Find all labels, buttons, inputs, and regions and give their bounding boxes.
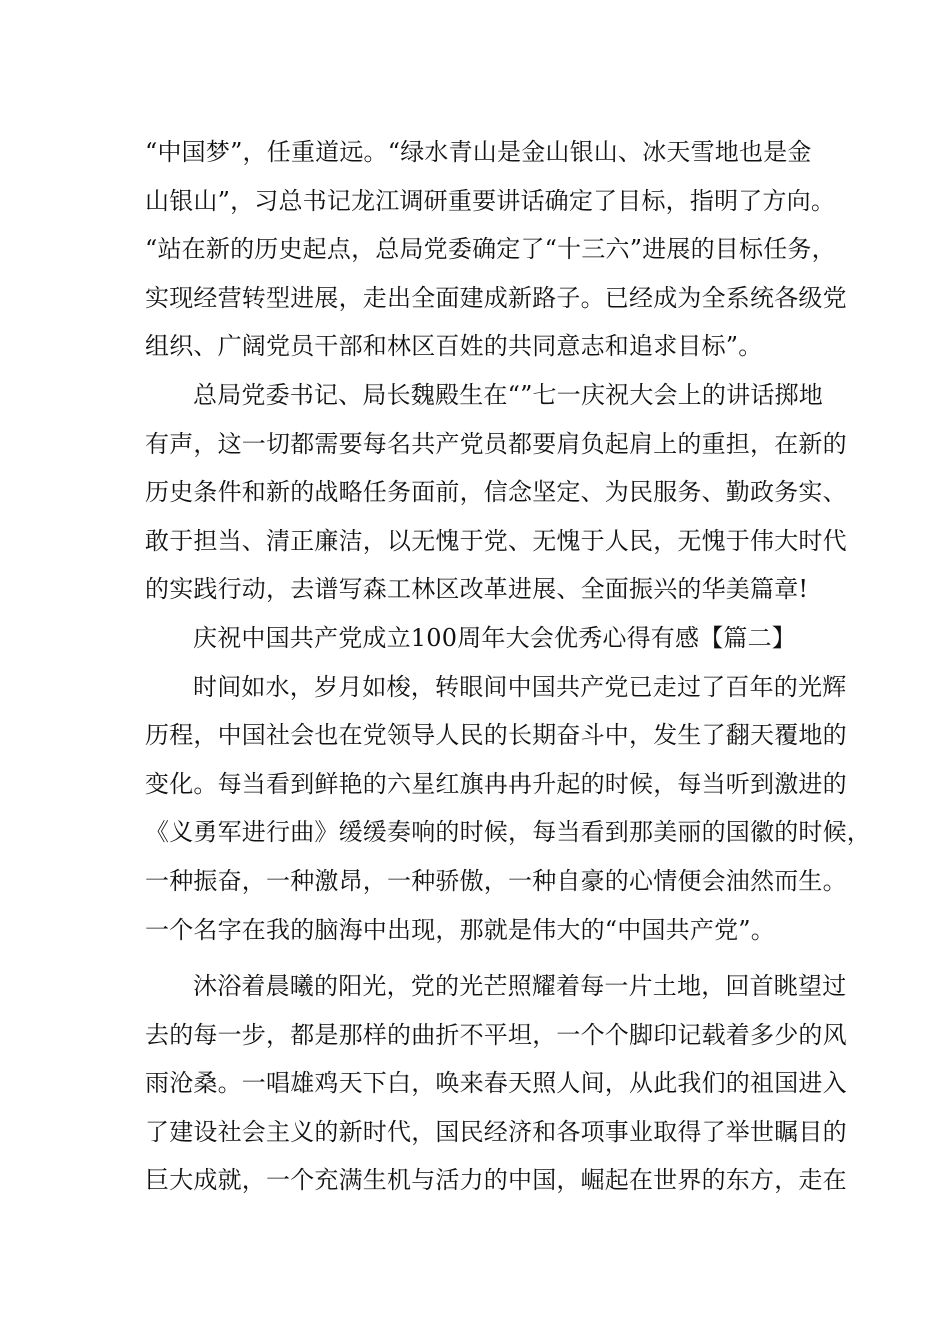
paragraph-line: 去的每一步，都是那样的曲折不平坦，一个个脚印记载着多少的风 bbox=[145, 1020, 847, 1049]
paragraph-line: 巨大成就，一个充满生机与活力的中国，崛起在世界的东方，走在 bbox=[145, 1166, 847, 1195]
document-body bbox=[145, 128, 871, 1205]
paragraph-line: 敢于担当、清正廉洁，以无愧于党、无愧于人民，无愧于伟大时代 bbox=[145, 526, 847, 555]
paragraph-line: 《义勇军进行曲》缓缓奏响的时候，每当看到那美丽的国徽的时候， bbox=[145, 818, 871, 847]
paragraph-line: “中国梦”，任重道远。“绿水青山是金山银山、冰天雪地也是金 bbox=[145, 138, 812, 166]
paragraph-line: 一种振奋，一种激昂，一种骄傲，一种自豪的心情便会油然而生。 bbox=[145, 866, 847, 895]
paragraph-line: 一个名字在我的脑海中出现，那就是伟大的“中国共产党”。 bbox=[145, 915, 775, 944]
paragraph-line: “站在新的历史起点，总局党委确定了“十三六”进展的目标任务， bbox=[145, 235, 836, 264]
paragraph-line: 组织、广阔党员干部和林区百姓的共同意志和追求目标”。 bbox=[145, 332, 763, 361]
paragraph-line: 山银山”，习总书记龙江调研重要讲话确定了目标，指明了方向。 bbox=[145, 186, 836, 215]
paragraph-line: 沐浴着晨曦的阳光，党的光芒照耀着每一片土地，回首眺望过 bbox=[193, 972, 847, 1001]
paragraph-line: 总局党委书记、局长魏殿生在“”七一庆祝大会上的讲话掷地 bbox=[193, 380, 823, 409]
paragraph-line: 历史条件和新的战略任务面前，信念坚定、为民服务、勤政务实、 bbox=[145, 478, 847, 507]
paragraph-line: 实现经营转型进展，走出全面建成新路子。已经成为全系统各级党 bbox=[145, 283, 847, 312]
paragraph-line: 有声，这一切都需要每名共产党员都要肩负起肩上的重担，在新的 bbox=[145, 429, 847, 458]
paragraph-line: 的实践行动，去谱写森工林区改革进展、全面振兴的华美篇章! bbox=[145, 575, 809, 604]
paragraph-line: 历程，中国社会也在党领导人民的长期奋斗中，发生了翻天覆地的 bbox=[145, 721, 847, 750]
paragraph-line: 了建设社会主义的新时代，国民经济和各项事业取得了举世瞩目的 bbox=[145, 1117, 847, 1146]
paragraph-line: 时间如水，岁月如梭，转眼间中国共产党已走过了百年的光辉 bbox=[193, 672, 847, 701]
section-heading: 庆祝中国共产党成立100周年大会优秀心得有感【篇二】 bbox=[193, 623, 797, 652]
paragraph-line: 变化。每当看到鲜艳的六星红旗冉冉升起的时候，每当听到激进的 bbox=[145, 769, 847, 798]
paragraph-line: 雨沧桑。一唱雄鸡天下白，唤来春天照人间，从此我们的祖国进入 bbox=[145, 1069, 847, 1098]
